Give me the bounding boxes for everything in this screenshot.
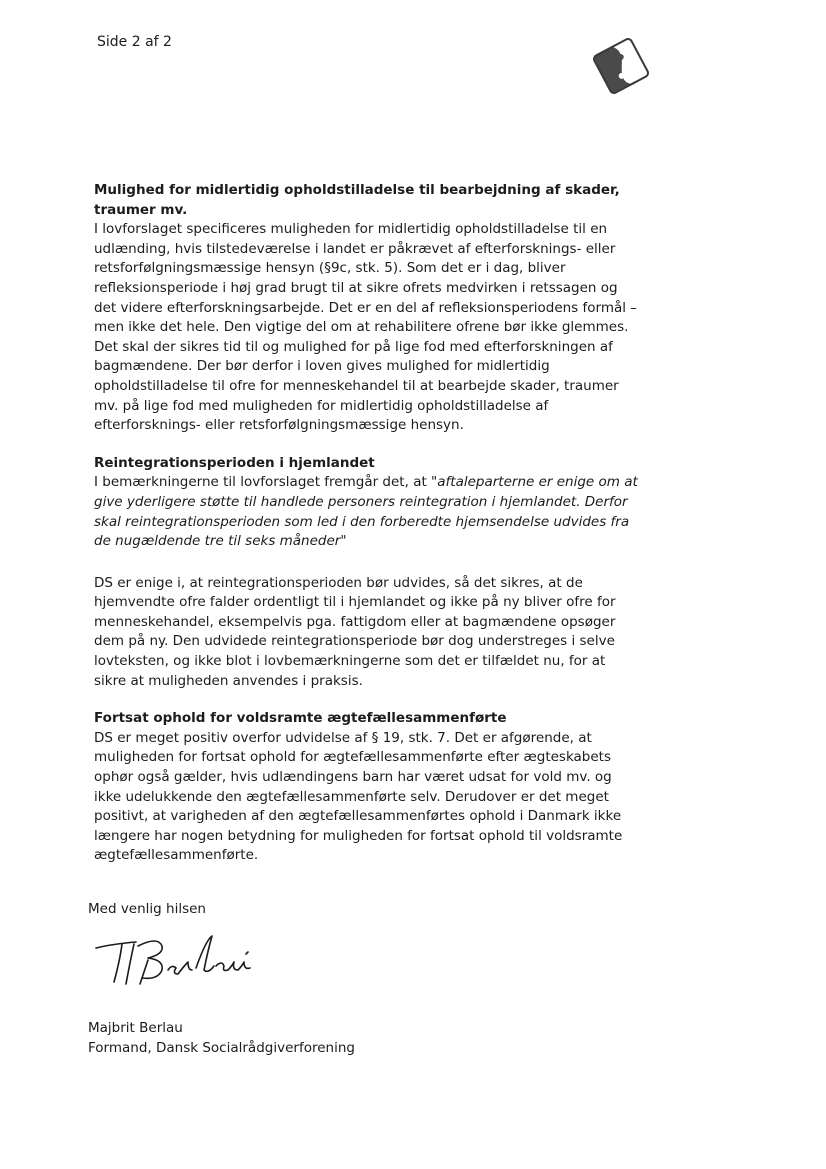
section-text-voldsramte: DS er meget positiv overfor udvidelse af § 19, stk. 7. Det er afgørende, at muligheden for fortsat ophold for ægtefællesammenførte efter ægteskabets ophør også gælder, hvis udlændingens barn har været udsat for vold mv. og ikke udelukkende den ægtefællesammenførte selv. Derudover er det meget positivt, at varigheden af den ægtefællesammenførtes ophold i Danmark ikke længere har nogen betydning for muligheden for fortsat ophold til voldsramte ægtefællesammenførte. bbox=[94, 729, 623, 864]
page-number: Side 2 af 2 bbox=[97, 34, 172, 50]
quote-text: "aftaleparterne er enige om at give yderligere støtte til handlede personers reintegration i hjemlandet. Derfor skal reintegrationsperioden som led i den forberedte hjemsendelse udvides fra de nugældende tre til seks måneder" bbox=[94, 474, 638, 550]
signer-name: Majbrit Berlau bbox=[88, 1020, 183, 1036]
closing-greeting: Med venlig hilsen bbox=[88, 901, 206, 917]
dansk-socialraadgiverforening-logo-icon bbox=[592, 36, 650, 96]
signer-title: Formand, Dansk Socialrådgiverforening bbox=[88, 1040, 355, 1056]
section-heading-skader: Mulighed for midlertidig opholdstilladelse til bearbejdning af skader, traumer mv. bbox=[94, 182, 620, 218]
handwritten-signature bbox=[92, 930, 267, 992]
section-heading-voldsramte: Fortsat ophold for voldsramte ægtefællesammenførte bbox=[94, 710, 507, 727]
section-text-reintegration: DS er enige i, at reintegrationsperioden bør udvides, så det sikres, at de hjemvendte ofre falder ordentligt til i hjemlandet og ikke på ny bliver ofre for menneskehandel, eksempelvis pga. fattigdom eller at bagmændene opsøger dem på ny. Den udvidede reintegrationsperiode bør dog understreges i selve lovteksten, og ikke blot i lovbemærkningerne som det er tilfældet nu, for at sikre at muligheden anvendes i praksis. bbox=[94, 574, 616, 689]
signer-block bbox=[88, 1018, 355, 1058]
section-text-skader: I lovforslaget specificeres muligheden for midlertidig opholdstilladelse til en udlænding, hvis tilstedeværelse i landet er påkrævet af efterforsknings- eller retsforfølgningsmæssige hensyn (§9c, stk. 5). Som det er i dag, bliver refleksionsperiode i høj grad brugt til at sikre ofrets medvirken i retssagen og det videre efterforskningsarbejde. Det er en del af refleksionsperiodens formål – men ikke det hele. Den vigtige del om at rehabilitere ofrene bør ikke glemmes. Det skal der sikres tid til og mulighed for på lige fod med efterforskningen af bagmændene. Der bør derfor i loven gives mulighed for midlertidig opholdstilladelse til ofre for menneskehandel til at bearbejde skader, traumer mv. på lige fod med muligheden for midlertidig opholdstilladelse af efterforsknings- eller retsforfølgningsmæssige hensyn. bbox=[94, 221, 638, 434]
letter-body bbox=[94, 181, 639, 866]
quote-intro: I bemærkningerne til lovforslaget fremgår det, at bbox=[94, 474, 432, 491]
section-quote-reintegration bbox=[94, 473, 639, 551]
section-heading-reintegration: Reintegrationsperioden i hjemlandet bbox=[94, 454, 375, 471]
